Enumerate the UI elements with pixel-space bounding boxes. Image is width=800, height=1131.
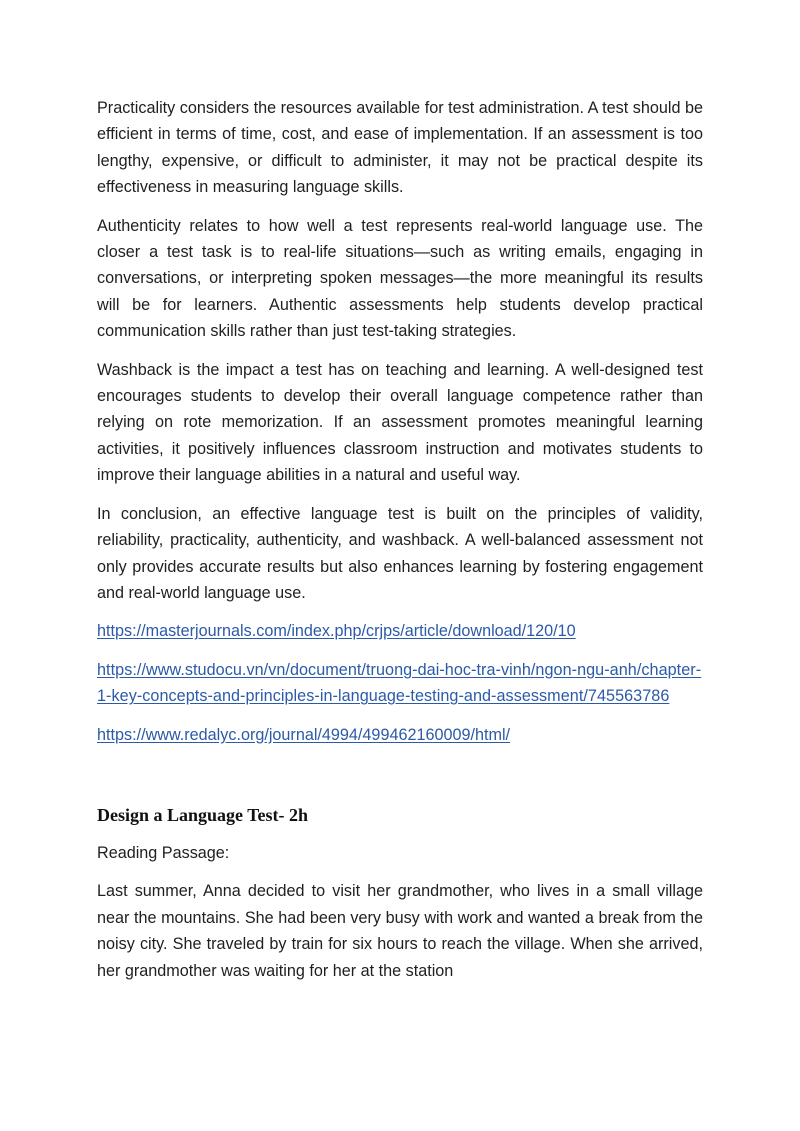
reference-item [97, 722, 703, 748]
reference-link-masterjournals[interactable]: https://masterjournals.com/index.php/crjps/article/download/120/10 [97, 622, 576, 641]
reference-link-redalyc[interactable]: https://www.redalyc.org/journal/4994/499462160009/html/ [97, 725, 511, 744]
paragraph-washback: Washback is the impact a test has on teaching and learning. A well-designed test encourages students to develop their overall language competence rather than relying on rote memorization. If an assessment promotes meaningful learning activities, it positively influences classroom instruction and motivates students to improve their language abilities in a natural and useful way. [97, 360, 703, 485]
reading-passage-text: Last summer, Anna decided to visit her grandmother, who lives in a small village near the mountains. She had been very busy with work and wanted a break from the noisy city. She traveled by train for six hours to reach the village. When she arrived, her grandmother was waiting for her at the station [97, 882, 703, 980]
reference-item [97, 657, 703, 710]
section-heading: Design a Language Test- 2h [97, 804, 309, 825]
reference-item [97, 618, 703, 644]
section-spacer [97, 760, 703, 802]
reading-passage-label: Reading Passage: [97, 843, 230, 862]
document-body [97, 95, 703, 996]
paragraph-authenticity: Authenticity relates to how well a test represents real-world language use. The closer a test task is to real-life situations—such as writing emails, engaging in conversations, or interpreting spoken messages—the more meaningful its results will be for learners. Authentic assessments help students develop practical communication skills rather than just test-taking strategies. [97, 216, 703, 341]
paragraph-practicality: Practicality considers the resources available for test administration. A test should be efficient in terms of time, cost, and ease of implementation. If an assessment is too lengthy, expensive, or difficult to administer, it may not be practical despite its effectiveness in measuring language skills. [97, 99, 703, 197]
reference-link-studocu[interactable]: https://www.studocu.vn/vn/document/truong-dai-hoc-tra-vinh/ngon-ngu-anh/chapter-1-key-concepts-and-principles-in-language-testing-and-assessment/745563786 [97, 660, 702, 706]
paragraph-conclusion: In conclusion, an effective language test is built on the principles of validity, reliability, practicality, authenticity, and washback. A well-balanced assessment not only provides accurate results but also enhances learning by fostering engagement and real-world language use. [97, 504, 703, 602]
